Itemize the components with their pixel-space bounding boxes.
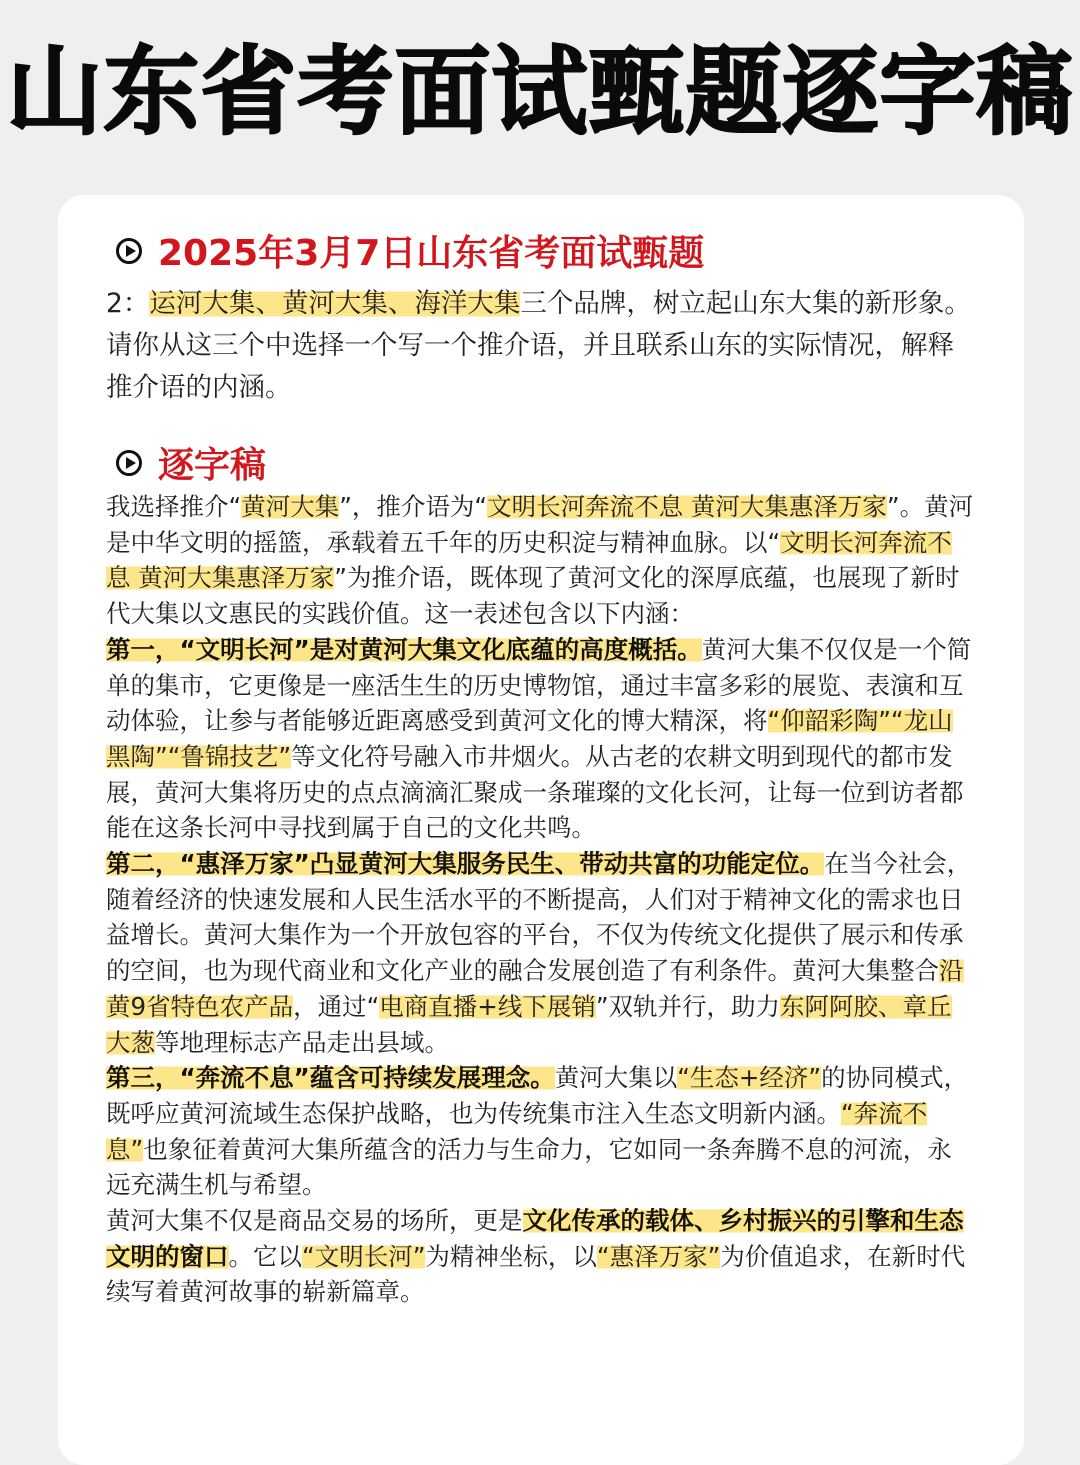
- point-three-paragraph: 第三，“奔流不息”蕴含可持续发展理念。黄河大集以“生态+经济”的协同模式，既呼应黄河流域生态保护战略，也为传统集市注入生态文明新内涵。“奔流不息”也象征着黄河大集所蕴含的活力与生命力，它如同一条奔腾不息的河流，永远充满生机与希望。: [106, 1063, 969, 1200]
- point-three-lead: 第三，“奔流不息”蕴含可持续发展理念。: [106, 1063, 555, 1093]
- answer-body: [106, 489, 976, 1310]
- question-heading-text: 2025年3月7日山东省考面试甄题: [158, 233, 705, 274]
- point-two-lead: 第二，“惠泽万家”凸显黄河大集服务民生、带动共富的功能定位。: [106, 849, 825, 879]
- point-one-paragraph: 第一，“文明长河”是对黄河大集文化底蕴的高度概括。黄河大集不仅仅是一个简单的集市，它更像是一座活生生的历史博物馆，通过丰富多彩的展览、表演和互动体验，让参与者能够近距离感受到黄河文化的博大精深，将“仰韶彩陶”“龙山黑陶”“鲁锦技艺”等文化符号融入市井烟火。从古老的农耕文明到现代的都市发展，黄河大集将历史的点点滴滴汇聚成一条璀璨的文化长河，让每一位到访者都能在这条长河中寻找到属于自己的文化共鸣。: [106, 634, 972, 843]
- intro-paragraph: 我选择推介“黄河大集”，推介语为“文明长河奔流不息 黄河大集惠泽万家”。黄河是中华文明的摇篮，承载着五千年的历史积淀与精神血脉。以“文明长河奔流不息 黄河大集惠泽万家”为推介语，既体现了黄河文化的深厚底蕴，也展现了新时代大集以文惠民的实践价值。这一表述包含以下内涵：: [106, 492, 974, 629]
- answer-heading: [116, 437, 266, 488]
- page-title: 山东省考面试甄题逐字稿: [6, 36, 1074, 148]
- content-card: [58, 195, 1024, 1465]
- question-text: 2：运河大集、黄河大集、海洋大集三个品牌，树立起山东大集的新形象。请你从这三个中选择一个写一个推介语，并且联系山东的实际情况，解释推介语的内涵。: [106, 288, 971, 403]
- point-one-lead: 第一，“文明长河”是对黄河大集文化底蕴的高度概括。: [106, 634, 702, 664]
- question-heading: [116, 225, 704, 276]
- play-circle-icon: [116, 238, 142, 264]
- answer-heading-text: 逐字稿: [158, 445, 267, 486]
- point-two-paragraph: 第二，“惠泽万家”凸显黄河大集服务民生、带动共富的功能定位。在当今社会，随着经济的快速发展和人民生活水平的不断提高，人们对于精神文化的需求也日益增长。黄河大集作为一个开放包容的平台，不仅为传统文化提供了展示和传承的空间，也为现代商业和文化产业的融合发展创造了有利条件。黄河大集整合沿黄9省特色农产品，通过“电商直播+线下展销”双轨并行，助力东阿阿胶、章丘大葱等地理标志产品走出县域。: [106, 849, 972, 1057]
- play-circle-icon: [116, 450, 142, 476]
- conclusion-paragraph: 黄河大集不仅是商品交易的场所，更是文化传承的载体、乡村振兴的引擎和生态文明的窗口。它以“文明长河”为精神坐标，以“惠泽万家”为价值追求，在新时代续写着黄河故事的崭新篇章。: [106, 1206, 966, 1307]
